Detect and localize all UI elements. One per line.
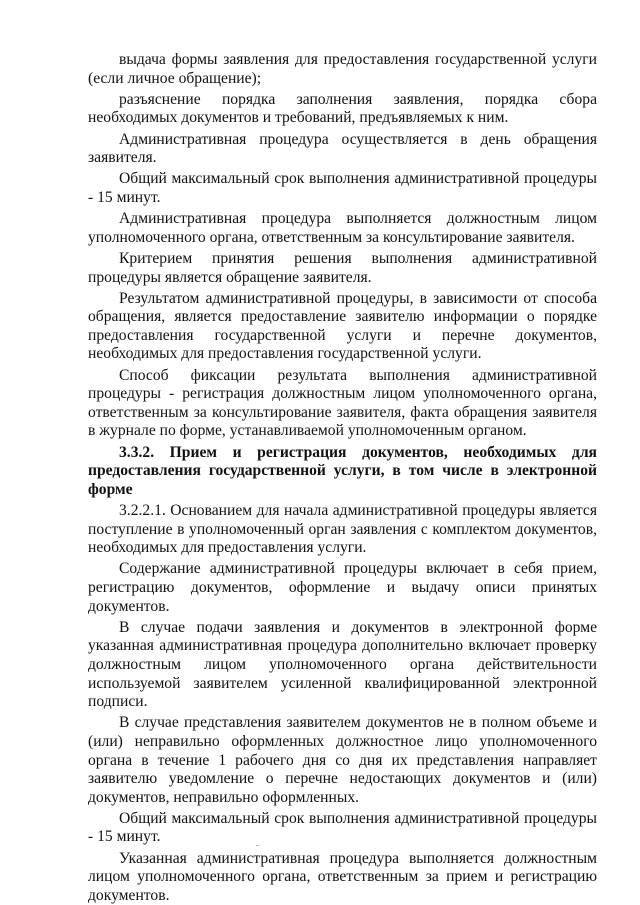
paragraph-procedure-content: Содержание административной процедуры включает в себя прием, регистрацию документов, оформление и выдачу описи принятых документов. <box>88 560 597 615</box>
document-page <box>88 51 597 905</box>
paragraph-issue-application-form: выдача формы заявления для предоставления государственной услуги (если личное обращение); <box>88 51 597 87</box>
paragraph-responsible-official-2: Указанная административная процедура выполняется должностным лицом уполномоченного органа, ответственным за прием и регистрацию документов. <box>88 849 597 904</box>
paragraph-procedure-basis: 3.2.2.1. Основанием для начала административной процедуры является поступление в уполномоченный орган заявления с комплектом документов, необходимых для предоставления услуги. <box>88 502 597 557</box>
paragraph-electronic-submission: В случае подачи заявления и документов в электронной форме указанная административная процедура дополнительно включает проверку должностным лицом уполномоченного органа действительности используемой заявителем усиленной квалифицированной электронной подписи. <box>88 618 597 711</box>
section-heading: 3.3.2. Прием и регистрация документов, необходимых для предоставления государственной услуги, в том числе в электронной форме <box>88 443 597 498</box>
paragraph-max-duration-2: Общий максимальный срок выполнения административной процедуры - 15 минут. <box>88 809 597 846</box>
paragraph-procedure-day: Административная процедура осуществляется в день обращения заявителя. <box>88 130 597 167</box>
scan-speck <box>256 845 259 846</box>
paragraph-incomplete-documents: В случае представления заявителем документов не в полном объеме и (или) неправильно оформленных должностное лицо уполномоченного органа в течение 1 рабочего дня со дня их представления направляет заявителю уведомление о перечне недостающих документов и (или) документов, неправильно оформленных. <box>88 714 597 806</box>
paragraph-procedure-result: Результатом административной процедуры, в зависимости от способа обращения, является предоставление заявителю информации о порядке предоставления государственной услуги и перечне документов, необходимых для предоставления государственной услуги. <box>88 289 597 363</box>
paragraph-decision-criterion: Критерием принятия решения выполнения административной процедуры является обращение заявителя. <box>88 249 597 286</box>
paragraph-responsible-official: Административная процедура выполняется должностным лицом уполномоченного органа, ответственным за консультирование заявителя. <box>88 210 597 246</box>
paragraph-explanation-of-procedure: разъяснение порядка заполнения заявления, порядка сбора необходимых документов и требований, предъявляемых к ним. <box>88 90 597 127</box>
paragraph-max-duration: Общий максимальный срок выполнения административной процедуры - 15 минут. <box>88 170 597 206</box>
paragraph-result-recording: Способ фиксации результата выполнения административной процедуры - регистрация должностным лицом уполномоченного органа, ответственным за консультирование заявителя, факта обращения заявителя в журнале по форме, устанавливаемой уполномоченным органом. <box>88 366 597 440</box>
